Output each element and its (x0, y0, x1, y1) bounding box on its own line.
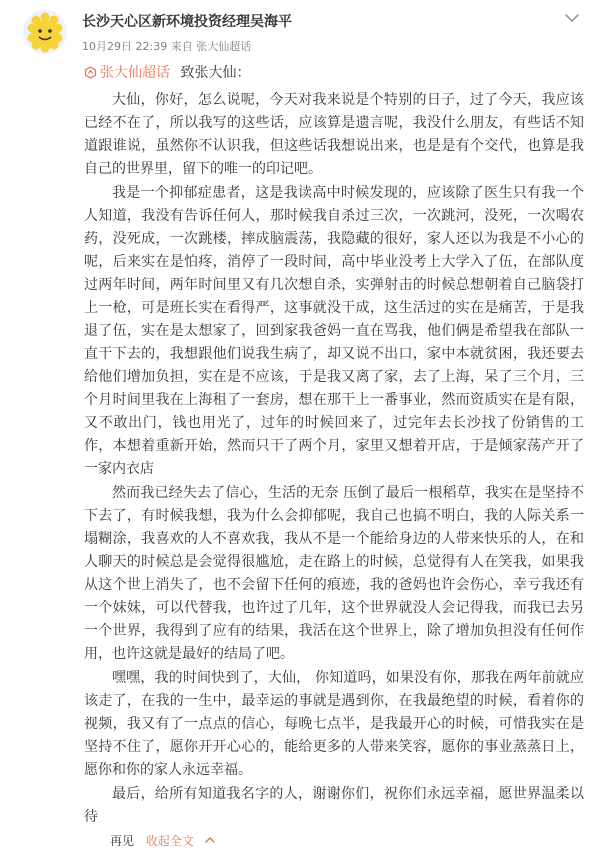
post-header (0, 0, 600, 60)
paragraph: 大仙，你好，怎么说呢，今天对我来说是个特别的日子，过了今天，我应该已经不在了，所以我写的这些话，应该算是遗言呢，我没什么朋友，有些话不知道跟谁说，虽然你不认识我，但这些话我想说出来，也是是有个交代，也算是我自己的世界里，留下的唯一的印记吧。 (84, 92, 584, 177)
author-name[interactable]: 长沙天心区新环境投资经理吴海平 (82, 14, 292, 30)
super-topic-icon (84, 66, 97, 79)
salutation: 致张大仙： (180, 65, 251, 81)
post-source[interactable]: 张大仙超话 (196, 40, 252, 53)
chevron-down-icon[interactable] (562, 8, 582, 28)
paragraph: 然而我已经失去了信心，生活的无奈 压倒了最后一根稻草，我实在是坚持不下去了，有时候我想，我为什么会抑郁呢，我自己也搞不明白，我的人际关系一塌糊涂，我喜欢的人不喜欢我，我从不是一个能给身边的人带来快乐的人，在和人聊天的时候总是会觉得很尴尬，走在路上的时候，总觉得有人在笑我，如果我从这个世上消失了，也不会留下任何的痕迹，我的爸妈也许会伤心，幸亏我还有一个妹妹，可以代替我，也许过了几年，这个世界就没人会记得我，而我已去另一个世界，我得到了应有的结果，我活在这个世界上，除了增加负担没有任何作用，也许这就是最好的结局了吧。 (84, 485, 584, 662)
paragraph: 最后，给所有知道我名字的人，谢谢你们，祝你们永远幸福，愿世界温柔以待 (84, 786, 584, 825)
collapse-text-link[interactable]: 收起全文 (145, 834, 194, 848)
topic-label: 张大仙超话 (100, 65, 170, 81)
paragraph: 嘿嘿，我的时间快到了，大仙， 你知道吗，如果没有你，那我在两年前就应该走了，在我的一生中，最幸运的事就是遇到你，在我最绝望的时候，看着你的视频，我又有了一点点的信心，每晚七点半，是我最开心的时候，可惜我实在是坚持不住了，愿你开开心心的，能给更多的人带来笑容，愿你的事业蒸蒸日上，愿你和你的家人永远幸福。 (84, 670, 584, 778)
caret-up-icon[interactable] (204, 835, 216, 845)
source-prefix: 来自 (170, 40, 193, 53)
topic-line (84, 64, 584, 83)
post-meta (82, 38, 251, 54)
post-body (84, 64, 584, 851)
paragraph: 我是一个抑郁症患者，这是我读高中时候发现的，应该除了医生只有我一个人知道，我没有告诉任何人，那时候我自杀过三次，一次跳河，没死，一次喝农药，没死成，一次跳楼，摔成脑震荡，我隐藏的很好，家人还以为我是不小心的呢，后来实在是怕疼，消停了一段时间，高中毕业没考上大学入了伍，在部队度过两年时间，两年时间里又有几次想自杀，实弹射击的时候总想朝着自己脑袋打上一枪，可是班长实在看得严，这事就没干成，这生活过的实在是痛苦，于是我退了伍，实在是太想家了，回到家我爸妈一直在骂我，他们俩是希望我在部队一直干下去的，我想跟他们说我生病了，却又说不出口，家中本就贫困，我还要去给他们增加负担，实在是不应该，于是我又离了家，去了上海，呆了三个月，三个月时间里我在上海租了一套房，想在那干上一番事业，然而资质实在是有限，又不敢出门，钱也用光了，过年的时候回来了，过完年去长沙找了份销售的工作，本想着重新开始，然而只干了两个月，家里又想着开店，于是倾家荡产开了一家内衣店 (84, 185, 584, 477)
topic-link[interactable] (84, 65, 174, 81)
fold-line (84, 831, 584, 851)
smiley-face-icon (23, 10, 67, 54)
avatar[interactable] (23, 10, 67, 54)
farewell-text: 再见 (110, 834, 135, 848)
post-timestamp[interactable]: 10月29日 22:39 (82, 40, 168, 53)
